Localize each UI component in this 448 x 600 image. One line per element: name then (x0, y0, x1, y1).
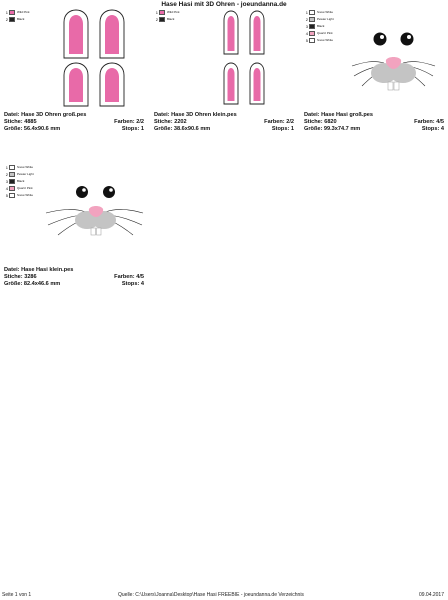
thread-number: 1 (5, 164, 8, 170)
stitch-count: Stiche: 6820 (304, 119, 337, 126)
design-card-face-small[interactable] (2, 155, 147, 288)
color-count: Farben: 4/5 (114, 274, 144, 281)
stitch-count: Stiche: 2202 (154, 119, 187, 126)
teeth-shape (388, 82, 399, 90)
design-card-face-large[interactable] (302, 0, 447, 133)
color-count: Farben: 2/2 (114, 119, 144, 126)
thread-name: Black (17, 179, 25, 183)
print-date: 09.04.2017 (418, 592, 444, 598)
design-info (304, 112, 444, 134)
thread-name: Snow White (317, 10, 334, 14)
thread-number: 4 (5, 185, 8, 191)
thread-number: 5 (305, 37, 308, 43)
thread-name: Black (317, 24, 325, 28)
page-number: Seite 1 von 1 (2, 592, 32, 598)
thread-name: Snow White (17, 165, 34, 169)
page-footer (0, 590, 448, 600)
stop-count: Stops: 4 (121, 281, 144, 288)
thread-number: 2 (5, 171, 8, 177)
color-count: Farben: 2/2 (264, 119, 294, 126)
ear-inner-shape (69, 15, 119, 102)
thread-name: Snow White (317, 38, 334, 42)
design-info (154, 112, 294, 134)
thread-number: 1 (5, 9, 8, 15)
thread-name: Snow White (17, 193, 34, 197)
thread-number: 2 (305, 16, 308, 22)
design-size: Größe: 82.4x46.6 mm (4, 281, 61, 288)
source-path: Quelle: C:\Users\Joanna\Desktop\Hase Hasi FREEBIE - joeundanna.de Verzeichnis (118, 592, 304, 598)
thread-number: 2 (155, 16, 158, 22)
file-name: Datei: Hase 3D Ohren groß.pes (4, 112, 87, 118)
file-name: Datei: Hase 3D Ohren klein.pes (154, 112, 237, 118)
thread-number: 4 (305, 30, 308, 36)
color-count: Farben: 4/5 (414, 119, 444, 126)
thread-name: Pewter Light (317, 17, 334, 21)
teeth-shape (91, 228, 101, 235)
design-card-ears-small[interactable] (152, 0, 297, 133)
thread-name: Wild Pink (17, 10, 30, 14)
thread-number: 1 (155, 9, 158, 15)
thread-number: 2 (5, 16, 8, 22)
thread-name: Pewter Light (17, 172, 34, 176)
design-info (4, 267, 144, 289)
eye-shape (374, 33, 414, 46)
stop-count: Stops: 4 (421, 126, 444, 133)
thread-number: 3 (5, 178, 8, 184)
design-card-ears-large[interactable] (2, 0, 147, 133)
stitch-count: Stiche: 4885 (4, 119, 37, 126)
design-size: Größe: 99.3x74.7 mm (304, 126, 361, 133)
thread-name: Quartz Pink (317, 31, 333, 35)
ears-design-preview (152, 0, 297, 112)
design-info (4, 112, 144, 134)
thread-number: 5 (5, 192, 8, 198)
ears-design-preview (2, 0, 147, 112)
thread-number: 1 (305, 9, 308, 15)
thread-name: Wild Pink (167, 10, 180, 14)
page-title: Hase Hasi mit 3D Ohren - joeundanna.de (161, 1, 287, 8)
design-size: Größe: 38.6x90.6 mm (154, 126, 211, 133)
design-size: Größe: 56.4x90.6 mm (4, 126, 61, 133)
bunny-face-preview (302, 0, 447, 112)
file-name: Datei: Hase Hasi groß.pes (304, 112, 374, 118)
stitch-count: Stiche: 3286 (4, 274, 37, 281)
ear-inner-shape (228, 16, 261, 101)
eye-shape (76, 186, 115, 198)
bunny-face-preview (2, 155, 147, 267)
thread-name: Black (167, 17, 175, 21)
stop-count: Stops: 1 (271, 126, 294, 133)
thread-name: Black (17, 17, 25, 21)
thread-number: 3 (305, 23, 308, 29)
thread-name: Quartz Pink (17, 186, 33, 190)
stop-count: Stops: 1 (121, 126, 144, 133)
file-name: Datei: Hase Hasi klein.pes (4, 267, 74, 273)
